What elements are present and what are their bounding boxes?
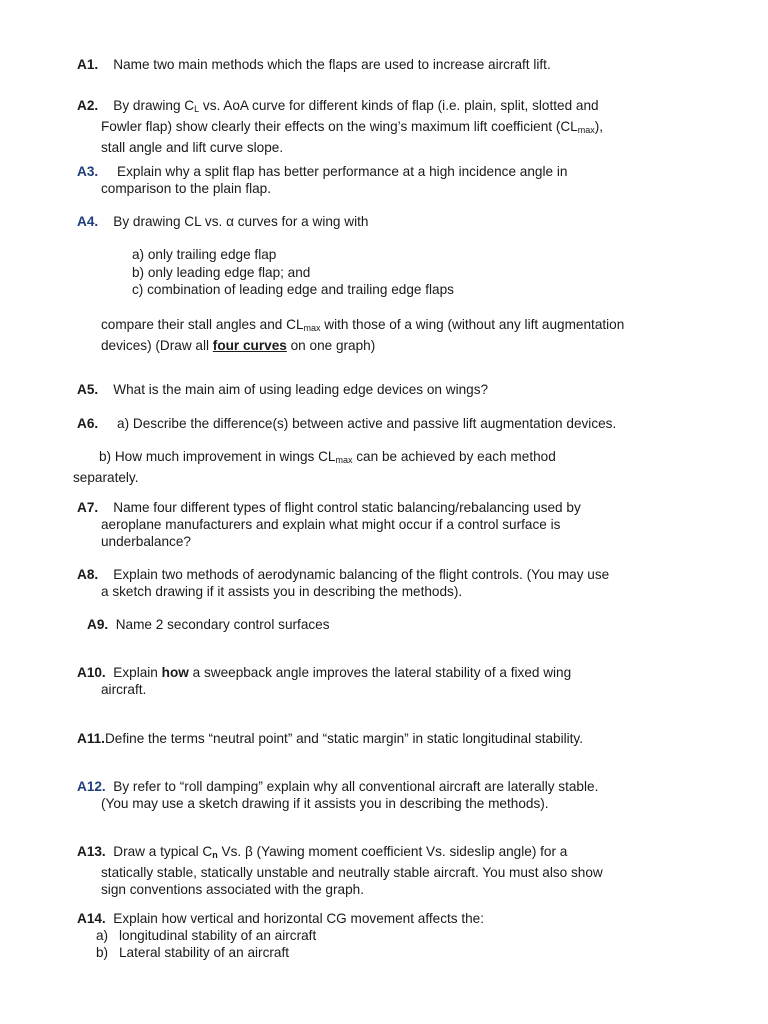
question-label: A2. [77, 98, 99, 113]
question-text: comparison to the plain flap. [101, 181, 272, 196]
subscript: max [577, 125, 595, 135]
question-a14 [77, 910, 694, 961]
question-text: a) Describe the difference(s) between active and passive lift augmentation devices. [117, 416, 617, 431]
subscript: max [335, 455, 353, 465]
question-text: ), [594, 119, 604, 134]
question-text: Fowler flap) show clearly their effects on the wing’s maximum lift coefficient (CL [101, 119, 578, 134]
question-a2 [77, 97, 694, 156]
list-item: c) combination of leading edge and trailing edge flaps [132, 282, 454, 297]
question-text: underbalance? [101, 534, 191, 549]
question-text: By refer to “roll damping” explain why all conventional aircraft are laterally stable. [113, 779, 599, 794]
question-a11 [77, 730, 694, 747]
question-text: compare their stall angles and CL [101, 316, 304, 332]
question-label: A11. [77, 731, 105, 746]
question-label: A13. [77, 844, 106, 859]
question-text: aeroplane manufacturers and explain what might occur if a control surface is [101, 517, 561, 532]
sub-item-list [77, 246, 694, 299]
question-label: A7. [77, 500, 99, 515]
question-text: What is the main aim of using leading edge devices on wings? [113, 382, 489, 397]
emphasis-text: four curves [212, 337, 287, 353]
question-text: separately. [73, 470, 139, 485]
question-a4 [77, 213, 694, 354]
question-text: Explain two methods of aerodynamic balancing of the flight controls. (You may use [113, 567, 610, 582]
question-text: Name four different types of flight control static balancing/rebalancing used by [113, 500, 581, 515]
list-item [77, 944, 694, 961]
question-label: A3. [77, 164, 99, 179]
question-text: By drawing CL vs. α curves for a wing with [113, 214, 369, 229]
question-label: A8. [77, 567, 99, 582]
question-text: a sweepback angle improves the lateral stability of a fixed wing [188, 665, 572, 680]
question-label: A6. [77, 416, 99, 431]
list-marker: a) [96, 928, 109, 943]
list-item: a) only trailing edge flap [132, 247, 277, 262]
question-label: A5. [77, 382, 99, 397]
question-label: A14. [77, 911, 106, 926]
question-text: with those of a wing (without any lift augmentation [320, 316, 625, 332]
question-text: Draw a typical C [113, 844, 213, 859]
question-text: Vs. β (Yawing moment coefficient Vs. sideslip angle) for a [217, 844, 568, 859]
question-a6 [77, 415, 694, 432]
subscript: L [194, 104, 200, 114]
question-text: (You may use a sketch drawing if it assists you in describing the methods). [101, 796, 549, 811]
question-text: Explain [113, 665, 162, 680]
question-a10 [77, 664, 694, 698]
question-text: stall angle and lift curve slope. [101, 140, 284, 155]
question-label: A12. [77, 779, 106, 794]
list-item: b) only leading edge flap; and [132, 264, 311, 280]
question-label: A4. [77, 214, 99, 229]
question-label: A10. [77, 665, 106, 680]
list-item [77, 927, 694, 944]
question-text: Explain how vertical and horizontal CG movement affects the: [113, 911, 485, 926]
question-text: can be achieved by each method [352, 449, 556, 464]
question-text: By drawing C [113, 98, 195, 113]
question-a12 [77, 778, 694, 812]
question-a7 [77, 499, 694, 550]
emphasis-text: how [161, 665, 189, 680]
question-a9 [87, 616, 704, 633]
list-marker: b) [96, 945, 109, 960]
question-text: on one graph) [286, 337, 376, 353]
question-text: b) How much improvement in wings CL [99, 449, 336, 464]
question-a8 [77, 566, 694, 600]
question-text: longitudinal stability of an aircraft [119, 928, 317, 943]
question-text: Explain why a split flap has better performance at a high incidence angle in [117, 164, 568, 179]
question-text: a sketch drawing if it assists you in describing the methods). [101, 584, 463, 599]
question-a3 [77, 163, 694, 197]
question-a6-part-b [73, 448, 713, 486]
question-text: devices) (Draw all [101, 337, 213, 353]
question-text: statically stable, statically unstable and neutrally stable aircraft. You must also show [101, 865, 603, 880]
question-a1 [77, 56, 694, 73]
question-label: A1. [77, 57, 99, 72]
question-text: Lateral stability of an aircraft [119, 945, 290, 960]
question-a13 [77, 843, 694, 898]
question-label: A9. [87, 617, 109, 632]
subscript: n [212, 850, 218, 860]
subscript: max [303, 322, 321, 333]
question-text: sign conventions associated with the graph. [101, 882, 364, 897]
question-text: Name two main methods which the flaps are used to increase aircraft lift. [113, 57, 551, 72]
question-a5 [77, 381, 694, 398]
question-text: aircraft. [101, 682, 147, 697]
question-text: vs. AoA curve for different kinds of flap (i.e. plain, split, slotted and [199, 98, 599, 113]
question-text: Define the terms “neutral point” and “static margin” in static longitudinal stability. [104, 731, 583, 746]
question-text: Name 2 secondary control surfaces [115, 617, 330, 632]
